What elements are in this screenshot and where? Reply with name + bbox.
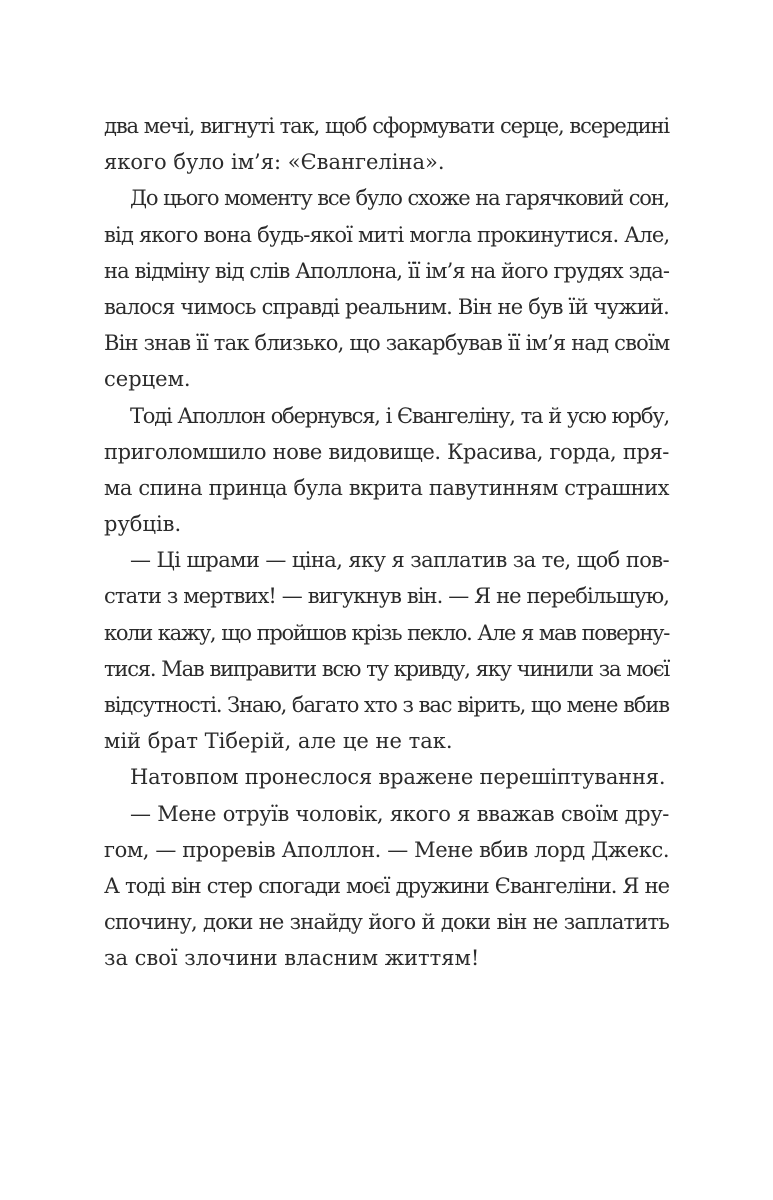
text-line: два мечі, вигнуті так, щоб сформувати серце, всередині xyxy=(104,114,669,138)
text-line: — Мене отруїв чоловік, якого я вважав своїм дру- xyxy=(130,801,669,826)
text-line: Він знав її так близько, що закарбував її ім’я над своїм xyxy=(104,331,670,356)
text-line: мій брат Тіберій, але це не так. xyxy=(104,729,453,754)
text-line: рубців. xyxy=(104,512,182,537)
text-line: гом, — проревів Аполлон. — Мене вбив лорд Джекс. xyxy=(104,837,670,862)
text-line: Тоді Аполлон обернувся, і Євангеліну, та й усю юрбу, xyxy=(130,403,669,428)
text-line: відсутності. Знаю, багато хто з вас вірить, що мене вбив xyxy=(104,693,669,717)
text-line: До цього моменту все було схоже на гарячковий сон, xyxy=(130,186,669,211)
text-line: серцем. xyxy=(104,367,191,392)
text-line: валося чимось справді реальним. Він не був їй чужий. xyxy=(104,294,669,319)
text-line: А тоді він стер спогади моєї дружини Євангеліни. Я не xyxy=(104,873,669,898)
text-line: ма спина принца була вкрита павутинням страшних xyxy=(104,475,669,500)
text-line: — Ці шрами — ціна, яку я заплатив за те, щоб пов- xyxy=(130,548,669,573)
text-line: приголомшило нове видовище. Красива, горда, пря- xyxy=(104,439,669,464)
text-line: Натовпом пронеслося вражене перешіптування. xyxy=(130,765,666,790)
text-line: на відміну від слів Аполлона, її ім’я на його грудях зда- xyxy=(104,258,670,283)
text-line: від якого вона будь-якої миті могла прокинутися. Але, xyxy=(104,222,670,247)
text-line: за свої злочини власним життям! xyxy=(104,946,480,971)
text-line: якого було ім’я: «Євангеліна». xyxy=(104,150,445,175)
text-line: спочину, доки не знайду його й доки він не заплатить xyxy=(104,910,669,935)
page-body-text xyxy=(104,108,669,977)
text-line: тися. Мав виправити всю ту кривду, яку чинили за моєї xyxy=(104,656,669,681)
text-line: стати з мертвих! — вигукнув він. — Я не перебільшую, xyxy=(104,584,669,609)
text-line: коли кажу, що пройшов крізь пекло. Але я мав поверну- xyxy=(104,620,669,645)
